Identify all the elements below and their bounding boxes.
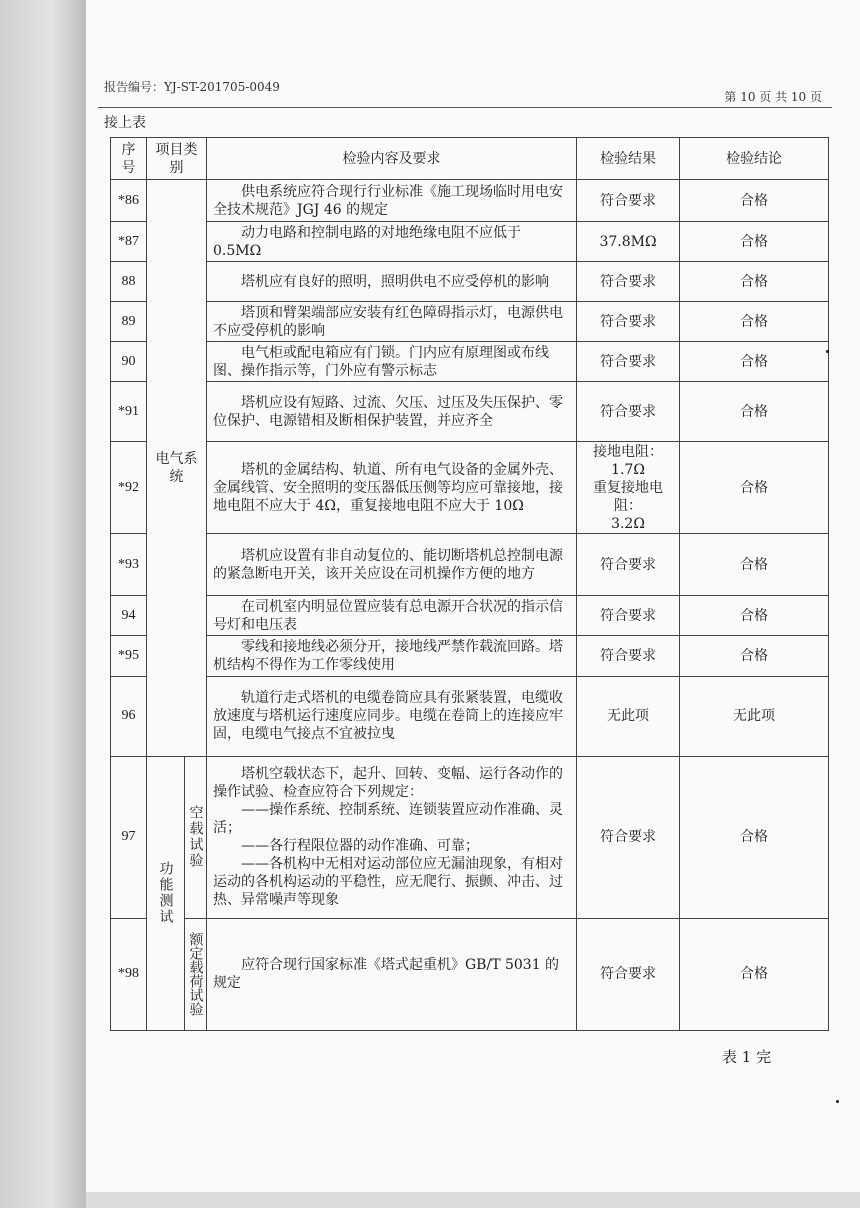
row-seq: 88 [111,262,147,302]
row-result: 符合要求 [577,180,680,222]
row-seq: *87 [111,222,147,262]
row-content: 轨道行走式塔机的电缆卷筒应具有张紧装置，电缆收放速度与塔机运行速度应同步。电缆在卷筒上的连接应牢固，电缆电气接点不宜被拉曳 [207,676,577,756]
row-seq: *86 [111,180,147,222]
row-conclusion: 合格 [680,180,829,222]
table-row [111,636,829,676]
row-content: 在司机室内明显位置应装有总电源开合状况的指示信号灯和电压表 [207,596,577,636]
row-result: 符合要求 [577,636,680,676]
row-conclusion: 合格 [680,302,829,342]
row-result: 符合要求 [577,596,680,636]
row-conclusion: 合格 [680,756,829,918]
table-row [111,442,829,534]
row-result: 符合要求 [577,262,680,302]
row-seq: *95 [111,636,147,676]
table-row [111,756,829,918]
continued-label: 接上表 [104,115,146,131]
row-conclusion: 无此项 [680,676,829,756]
row-result: 37.8MΩ [577,222,680,262]
row-content: 电气柜或配电箱应有门锁。门内应有原理图或布线图、操作指示等，门外应有警示标志 [207,342,577,382]
header-conclusion: 检验结论 [680,138,829,180]
row-conclusion: 合格 [680,534,829,596]
row-seq: 90 [111,342,147,382]
page-number: 第 10 页 共 10 页 [724,90,822,104]
result-line: 3.2Ω [611,515,645,532]
row-content [207,756,577,918]
content-line: ——各机构中无相对运动部位应无漏油现象，有相对运动的各机构运动的平稳性，应无爬行、振颤、冲击、过热、异常噪声等现象 [213,856,563,909]
row-result: 无此项 [577,676,680,756]
row-conclusion: 合格 [680,636,829,676]
table-row [111,302,829,342]
content-line: 塔机空载状态下，起升、回转、变幅、运行各动作的操作试验、检查应符合下列规定： [213,766,563,801]
table-row [111,534,829,596]
row-seq: *98 [111,918,147,1030]
sub-category: 额定载荷试验 [185,918,207,1030]
category-function: 功能测试 [147,756,185,1030]
row-content: 零线和接地线必须分开，接地线严禁作载流回路。塔机结构不得作为工作零线使用 [207,636,577,676]
content-line: ——各行程限位器的动作准确、可靠； [241,838,479,855]
table-row [111,342,829,382]
report-number: 报告编号：YJ-ST-201705-0049 [104,80,280,94]
scan-speck [836,1100,839,1103]
row-seq: 97 [111,756,147,918]
row-content: 塔机应设有短路、过流、欠压、过压及失压保护、零位保护、电源错相及断相保护装置，并应齐全 [207,382,577,442]
row-seq: *92 [111,442,147,534]
row-content: 供电系统应符合现行行业标准《施工现场临时用电安全技术规范》JGJ 46 的规定 [207,180,577,222]
row-conclusion: 合格 [680,222,829,262]
row-result: 符合要求 [577,534,680,596]
row-content: 应符合现行国家标准《塔式起重机》GB/T 5031 的规定 [207,918,577,1030]
header-category: 项目类别 [147,138,207,180]
row-result [577,442,680,534]
table-row [111,676,829,756]
content-line: ——操作系统、控制系统、连锁装置应动作准确、灵活； [213,802,563,837]
row-seq: *93 [111,534,147,596]
scan-speck [826,350,829,353]
row-result: 符合要求 [577,918,680,1030]
header-content: 检验内容及要求 [207,138,577,180]
row-content: 塔顶和臂架端部应安装有红色障碍指示灯，电源供电不应受停机的影响 [207,302,577,342]
row-result: 符合要求 [577,756,680,918]
row-content: 塔机应有良好的照明，照明供电不应受停机的影响 [207,262,577,302]
row-content: 动力电路和控制电路的对地绝缘电阻不应低于 0.5MΩ [207,222,577,262]
category-electrical: 电气系统 [147,180,207,757]
table-header-row [111,138,829,180]
row-seq: 89 [111,302,147,342]
row-seq: 94 [111,596,147,636]
table-row [111,918,829,1030]
inspection-table [110,137,829,1031]
row-seq: 96 [111,676,147,756]
row-result: 符合要求 [577,382,680,442]
sub-category: 空载试验 [185,756,207,918]
row-conclusion: 合格 [680,342,829,382]
result-line: 接地电阻： [593,443,663,460]
row-result: 符合要求 [577,342,680,382]
row-conclusion: 合格 [680,918,829,1030]
result-line: 重复接地电阻： [593,479,663,514]
table-end-note: 表 1 完 [722,1048,772,1066]
row-content: 塔机应设置有非自动复位的、能切断塔机总控制电源的紧急断电开关，该开关应设在司机操作方便的地方 [207,534,577,596]
header-divider [98,107,832,108]
table-row [111,596,829,636]
row-content: 塔机的金属结构、轨道、所有电气设备的金属外壳、金属线管、安全照明的变压器低压侧等均应可靠接地，接地电阻不应大于 4Ω，重复接地电阻不应大于 10Ω [207,442,577,534]
row-result: 符合要求 [577,302,680,342]
row-conclusion: 合格 [680,382,829,442]
header-result: 检验结果 [577,138,680,180]
result-line: 1.7Ω [611,461,645,478]
scan-edge [0,0,86,1208]
row-seq: *91 [111,382,147,442]
row-conclusion: 合格 [680,262,829,302]
row-conclusion: 合格 [680,596,829,636]
table-row [111,222,829,262]
table-row [111,382,829,442]
row-conclusion: 合格 [680,442,829,534]
header-seq: 序号 [111,138,147,180]
table-row [111,262,829,302]
table-row [111,180,829,222]
